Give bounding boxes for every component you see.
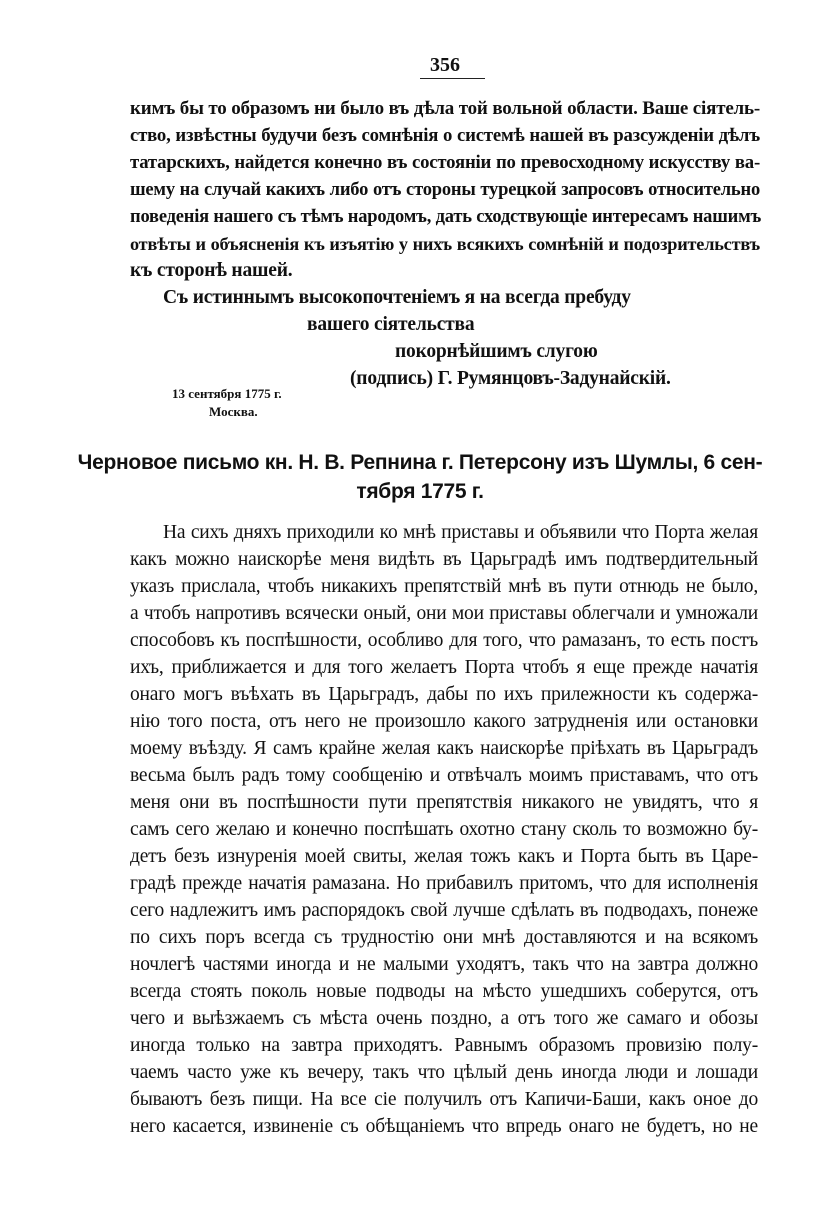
- body-line: чаемъ часто уже къ вечеру, такъ что цѣлый день иногда люди и лошади: [130, 1062, 758, 1083]
- signature: (подпись) Г. Румянцовъ-Задунайскій.: [350, 368, 671, 389]
- letter-place: Москва.: [209, 404, 258, 419]
- body-line: по сихъ поръ всегда съ трудностію они мнѣ доставляются и на всякомъ: [130, 927, 758, 948]
- body-line: весьма былъ радъ тому сообщенію и отвѣчалъ моимъ приставамъ, что отъ: [130, 765, 758, 786]
- closing-line: Съ истиннымъ высокопочтеніемъ я на всегда пребуду: [163, 287, 631, 308]
- body-line: чего и выѣзжаемъ съ мѣста очень поздно, а отъ того же самаго и обозы: [130, 1008, 758, 1029]
- body-line: меня они въ поспѣшности пути препятствія никакого не увидятъ, что я: [130, 792, 758, 813]
- body-line: бываютъ безъ пищи. На все сіе получилъ отъ Капичи-Баши, какъ оное до: [130, 1089, 758, 1110]
- page-number: 356: [430, 54, 460, 76]
- body-line: ночлегѣ частями иногда и не малыми уходятъ, такъ что на завтра должно: [130, 954, 758, 975]
- page-number-rule: [420, 78, 485, 79]
- body-line: а чтобъ напротивъ всячески оный, они мои приставы облегчали и умножали: [130, 603, 758, 624]
- closing-line: покорнѣйшимъ слугою: [395, 341, 598, 362]
- letter-line: шему на случай какихъ либо отъ стороны турецкой запросовъ относительно: [130, 180, 760, 200]
- body-line: всегда стоять поколь новые подводы на мѣсто ушедшихъ соберутся, отъ: [130, 981, 758, 1002]
- section-heading: Черновое письмо кн. Н. В. Репнина г. Петерсону изъ Шумлы, 6 сен-: [77, 451, 763, 474]
- body-line: какъ можно наискорѣе меня видѣть въ Царьградѣ имъ подтвердительный: [130, 549, 758, 570]
- body-line: онаго могъ въѣхать въ Царьградъ, дабы по ихъ прилежности къ содержа-: [130, 684, 758, 705]
- body-line: указъ прислала, чтобъ никакихъ препятствій мнѣ въ пути отнюдь не было,: [130, 576, 758, 597]
- letter-line: кимъ бы то образомъ ни было въ дѣла той вольной области. Ваше сіятель-: [130, 98, 760, 119]
- letter-line: къ сторонѣ нашей.: [130, 260, 293, 281]
- body-line: него касается, извиненіе съ обѣщаніемъ что впредь онаго не будетъ, но не: [130, 1116, 758, 1137]
- body-line: иногда только на завтра приходятъ. Равнымъ образомъ провизію полу-: [130, 1035, 758, 1056]
- letter-line: отвѣты и объясненія къ изъятію у нихъ всякихъ сомнѣній и подозрительствъ: [130, 234, 760, 254]
- body-line: способовъ къ поспѣшности, особливо для того, что рамазанъ, то есть постъ: [130, 630, 758, 651]
- body-line: На сихъ дняхъ приходили ко мнѣ приставы и объявили что Порта желая: [163, 522, 758, 543]
- letter-date: 13 сентября 1775 г.: [172, 386, 282, 401]
- body-line: моему въѣзду. Я самъ крайне желая какъ наискорѣе пріѣхать въ Царьградъ: [130, 738, 758, 759]
- section-heading: тября 1775 г.: [356, 480, 484, 503]
- body-line: нію того поста, отъ него не произошло какого затрудненія или остановки: [130, 711, 758, 732]
- letter-line: ство, извѣстны будучи безъ сомнѣнія о системѣ нашей въ разсужденіи дѣлъ: [130, 125, 760, 146]
- body-line: сего надлежитъ имъ распорядокъ свой лучше сдѣлать въ подводахъ, понеже: [130, 900, 758, 921]
- letter-line: татарскихъ, найдется конечно въ состояніи по превосходному искусству ва-: [130, 152, 760, 173]
- closing-line: вашего сіятельства: [307, 314, 475, 335]
- body-line: ихъ, приближается и для того желаетъ Порта чтобъ я еще прежде начатія: [130, 657, 758, 678]
- body-line: самъ сего желаю и конечно поспѣшать охотно стану сколь то возможно бу-: [130, 819, 758, 840]
- body-line: градѣ прежде начатія рамазана. Но прибавилъ притомъ, что для исполненія: [130, 873, 758, 894]
- body-line: детъ безъ изнуренія моей свиты, желая тожъ какъ и Порта быть въ Царе-: [130, 846, 758, 867]
- letter-line: поведенія нашего съ тѣмъ народомъ, дать сходствующіе интересамъ нашимъ: [130, 207, 762, 227]
